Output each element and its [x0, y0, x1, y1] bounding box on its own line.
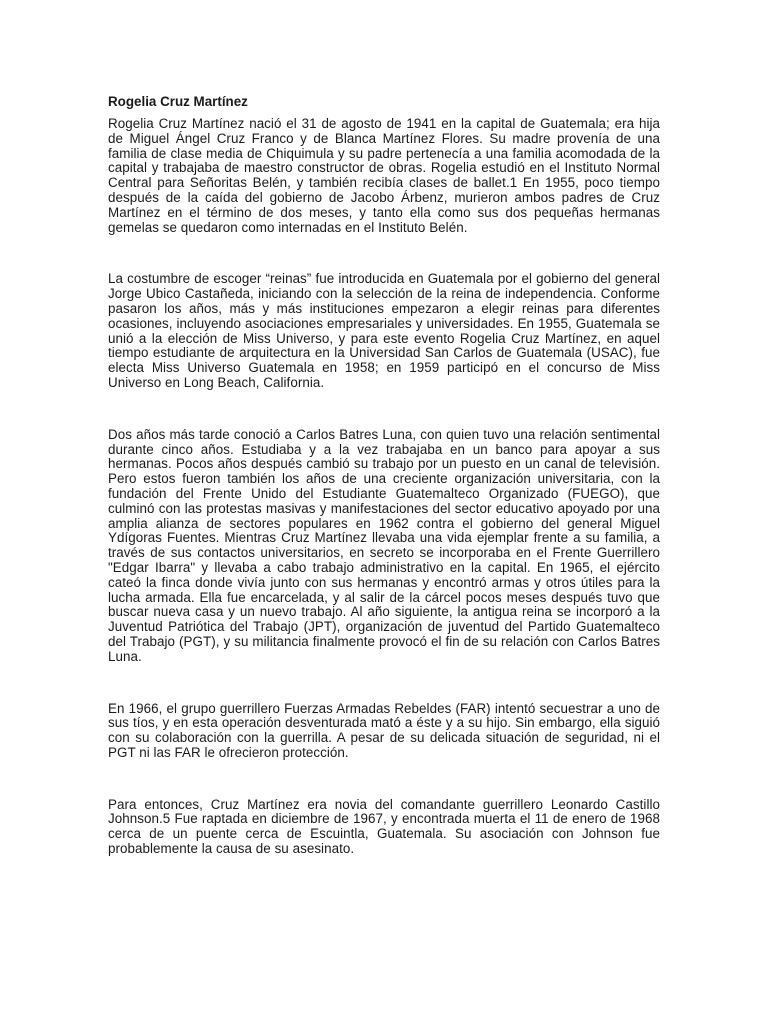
paragraph-militancy: Dos años más tarde conoció a Carlos Batres Luna, con quien tuvo una relación sentimental durante cinco años. Estudiaba y a la vez trabajaba en un banco para apoyar a sus hermanas. Pocos años después cambió su trabajo por un puesto en un canal de televisión. Pero estos fueron también los años de una creciente organización universitaria, con la fundación del Frente Unido del Estudiante Guatemalteco Organizado (FUEGO), que culminó con las protestas masivas y manifestaciones del sector educativo apoyado por una amplia alianza de sectores populares en 1962 contra el gobierno del general Miguel Ydígoras Fuentes. Mientras Cruz Martínez llevaba una vida ejemplar frente a su familia, a través de sus contactos universitarios, en secreto se incorporaba en el Frente Guerrillero "Edgar Ibarra" y llevaba a cabo trabajo administrativo en la capital. En 1965, el ejército cateó la finca donde vivía junto con sus hermanas y encontró armas y otros útiles para la lucha armada. Ella fue encarcelada, y al salir de la cárcel pocos meses después tuvo que buscar nueva casa y un nuevo trabajo. Al año siguiente, la antigua reina se incorporó a la Juventud Patriótica del Trabajo (JPT), organización de juventud del Partido Guatemalteco del Trabajo (PGT), y su militancia finalmente provocó el fin de su relación con Carlos Batres Luna.	[108, 426, 660, 664]
paragraph-far-kidnapping: En 1966, el grupo guerrillero Fuerzas Armadas Rebeldes (FAR) intentó secuestrar a uno de sus tíos, y en esta operación desventurada mató a éste y a su hijo. Sin embargo, ella siguió con su colaboración con la guerrilla. A pesar de su delicada situación de seguridad, ni el PGT ni las FAR le ofrecieron protección.	[108, 700, 660, 760]
paragraph-death: Para entonces, Cruz Martínez era novia del comandante guerrillero Leonardo Castillo Johnson.5 Fue raptada en diciembre de 1967, y encontrada muerta el 11 de enero de 1968 cerca de un puente cerca de Escuintla, Guatemala. Su asociación con Johnson fue probablemente la causa de su asesinato.	[108, 796, 660, 857]
document-page	[108, 94, 660, 894]
paragraph-miss-universe: La costumbre de escoger “reinas” fue introducida en Guatemala por el gobierno del general Jorge Ubico Castañeda, iniciando con la selección de la reina de independencia. Conforme pasaron los años, más y más instituciones empezaron a elegir reinas para diferentes ocasiones, incluyendo asociaciones empresariales y universidades. En 1955, Guatemala se unió a la elección de Miss Universo, y para este evento Rogelia Cruz Martínez, en aquel tiempo estudiante de arquitectura en la Universidad San Carlos de Guatemala (USAC), fue electa Miss Universo Guatemala en 1958; en 1959 participó en el concurso de Miss Universo en Long Beach, California.	[108, 271, 660, 390]
document-title: Rogelia Cruz Martínez	[108, 94, 248, 109]
paragraph-early-life: Rogelia Cruz Martínez nació el 31 de agosto de 1941 en la capital de Guatemala; era hija de Miguel Ángel Cruz Franco y de Blanca Martínez Flores. Su madre provenía de una familia de clase media de Chiquimula y su padre pertenecía a una familia acomodada de la capital y trabajaba de maestro constructor de obras. Rogelia estudió en el Instituto Normal Central para Señoritas Belén, y también recibía clases de ballet.1 En 1955, poco tiempo después de la caída del gobierno de Jacobo Árbenz, murieron ambos padres de Cruz Martínez en el término de dos meses, y tanto ella como sus dos pequeñas hermanas gemelas se quedaron como internadas en el Instituto Belén.	[108, 116, 660, 235]
